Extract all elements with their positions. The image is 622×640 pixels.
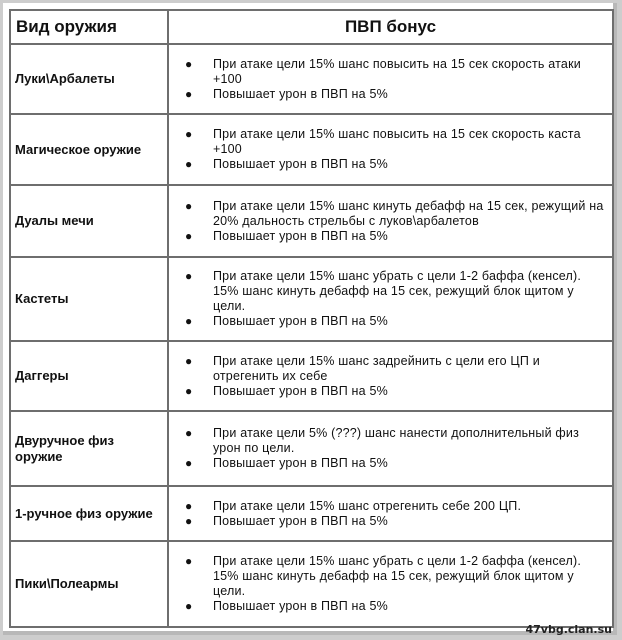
bullet-icon: ● bbox=[185, 599, 193, 613]
table-row bbox=[10, 257, 613, 341]
bonus-cell bbox=[168, 411, 613, 486]
list-item bbox=[185, 554, 608, 599]
header-weapon-type: Вид оружия bbox=[10, 10, 168, 44]
list-item bbox=[185, 198, 608, 229]
effect-text: При атаке цели 15% шанс убрать с цели 1-2 баффа (кенсел). 15% шанс кинуть дебафф на 15 сек, режущий блок щитом у цели. bbox=[213, 554, 582, 598]
weapon-name: Дуалы мечи bbox=[10, 185, 168, 257]
effect-list bbox=[169, 354, 608, 399]
weapon-name: 1-ручное физ оружие bbox=[10, 486, 168, 541]
bullet-icon: ● bbox=[185, 157, 193, 171]
bonus-cell bbox=[168, 486, 613, 541]
bullet-icon: ● bbox=[185, 56, 193, 71]
weapon-name: Пики\Полеармы bbox=[10, 541, 168, 627]
bonus-cell bbox=[168, 185, 613, 257]
bullet-icon: ● bbox=[185, 513, 193, 528]
effect-text: При атаке цели 5% (???) шанс нанести дополнительный физ урон по цели. bbox=[213, 426, 580, 455]
effect-text: При атаке цели 15% шанс кинуть дебафф на 15 сек, режущий на 20% дальность стрельбы с луков\арбалетов bbox=[213, 198, 604, 228]
bonus-cell bbox=[168, 44, 613, 114]
bullet-icon: ● bbox=[185, 554, 193, 568]
effect-text: При атаке цели 15% шанс убрать с цели 1-2 баффа (кенсел). 15% шанс кинуть дебафф на 15 сек, режущий блок щитом у цели. bbox=[213, 269, 582, 313]
list-item bbox=[185, 426, 608, 456]
effect-text: При атаке цели 15% шанс отрегенить себе 200 ЦП. bbox=[213, 498, 522, 513]
effect-text: Повышает урон в ПВП на 5% bbox=[213, 456, 388, 470]
bullet-icon: ● bbox=[185, 426, 193, 440]
list-item bbox=[185, 498, 608, 514]
effect-text: Повышает урон в ПВП на 5% bbox=[213, 314, 388, 328]
effect-text: Повышает урон в ПВП на 5% bbox=[213, 383, 388, 398]
effect-text: При атаке цели 15% шанс повысить на 15 сек скорость каста +100 bbox=[213, 127, 581, 156]
effect-list bbox=[169, 554, 608, 614]
list-item bbox=[185, 314, 608, 329]
bullet-icon: ● bbox=[185, 198, 193, 213]
effect-list bbox=[169, 127, 608, 172]
list-item bbox=[185, 56, 608, 87]
effect-list bbox=[169, 199, 608, 244]
bullet-icon: ● bbox=[185, 353, 193, 368]
list-item bbox=[185, 228, 608, 244]
effect-text: При атаке цели 15% шанс повысить на 15 сек скорость атаки +100 bbox=[213, 56, 581, 86]
bullet-icon: ● bbox=[185, 314, 193, 328]
bullet-icon: ● bbox=[185, 456, 193, 470]
bullet-icon: ● bbox=[185, 86, 193, 101]
list-item bbox=[185, 513, 608, 529]
bullet-icon: ● bbox=[185, 383, 193, 398]
table-row bbox=[10, 541, 613, 627]
table-row bbox=[10, 341, 613, 411]
document-sheet bbox=[3, 3, 617, 635]
effect-text: При атаке цели 15% шанс задрейнить с цели его ЦП и отрегенить их себе bbox=[213, 353, 540, 383]
effect-text: Повышает урон в ПВП на 5% bbox=[213, 157, 388, 171]
effect-list bbox=[169, 426, 608, 471]
weapon-name: Двуручное физ оружие bbox=[10, 411, 168, 486]
weapon-name: Даггеры bbox=[10, 341, 168, 411]
pvp-bonus-table bbox=[9, 9, 614, 628]
effect-text: Повышает урон в ПВП на 5% bbox=[213, 513, 388, 528]
bullet-icon: ● bbox=[185, 228, 193, 243]
bonus-cell bbox=[168, 541, 613, 627]
effect-list bbox=[169, 269, 608, 329]
table-row bbox=[10, 486, 613, 541]
bonus-cell bbox=[168, 341, 613, 411]
list-item bbox=[185, 127, 608, 157]
list-item bbox=[185, 456, 608, 471]
weapon-name: Луки\Арбалеты bbox=[10, 44, 168, 114]
list-item bbox=[185, 269, 608, 314]
list-item bbox=[185, 86, 608, 102]
effect-text: Повышает урон в ПВП на 5% bbox=[213, 86, 388, 101]
list-item bbox=[185, 353, 608, 384]
bonus-cell bbox=[168, 114, 613, 185]
bonus-cell bbox=[168, 257, 613, 341]
bullet-icon: ● bbox=[185, 127, 193, 141]
weapon-name: Магическое оружие bbox=[10, 114, 168, 185]
weapon-name: Кастеты bbox=[10, 257, 168, 341]
list-item bbox=[185, 383, 608, 399]
list-item bbox=[185, 599, 608, 614]
effect-list bbox=[169, 57, 608, 102]
effect-text: Повышает урон в ПВП на 5% bbox=[213, 228, 388, 243]
effect-list bbox=[169, 499, 608, 529]
table-header-row bbox=[10, 10, 613, 44]
header-pvp-bonus: ПВП бонус bbox=[168, 10, 613, 44]
table-row bbox=[10, 411, 613, 486]
list-item bbox=[185, 157, 608, 172]
table-row bbox=[10, 185, 613, 257]
effect-text: Повышает урон в ПВП на 5% bbox=[213, 599, 388, 613]
bullet-icon: ● bbox=[185, 269, 193, 283]
table-row bbox=[10, 114, 613, 185]
table-row bbox=[10, 44, 613, 114]
site-watermark: 47vbg.clan.su bbox=[525, 623, 612, 636]
bullet-icon: ● bbox=[185, 498, 193, 513]
